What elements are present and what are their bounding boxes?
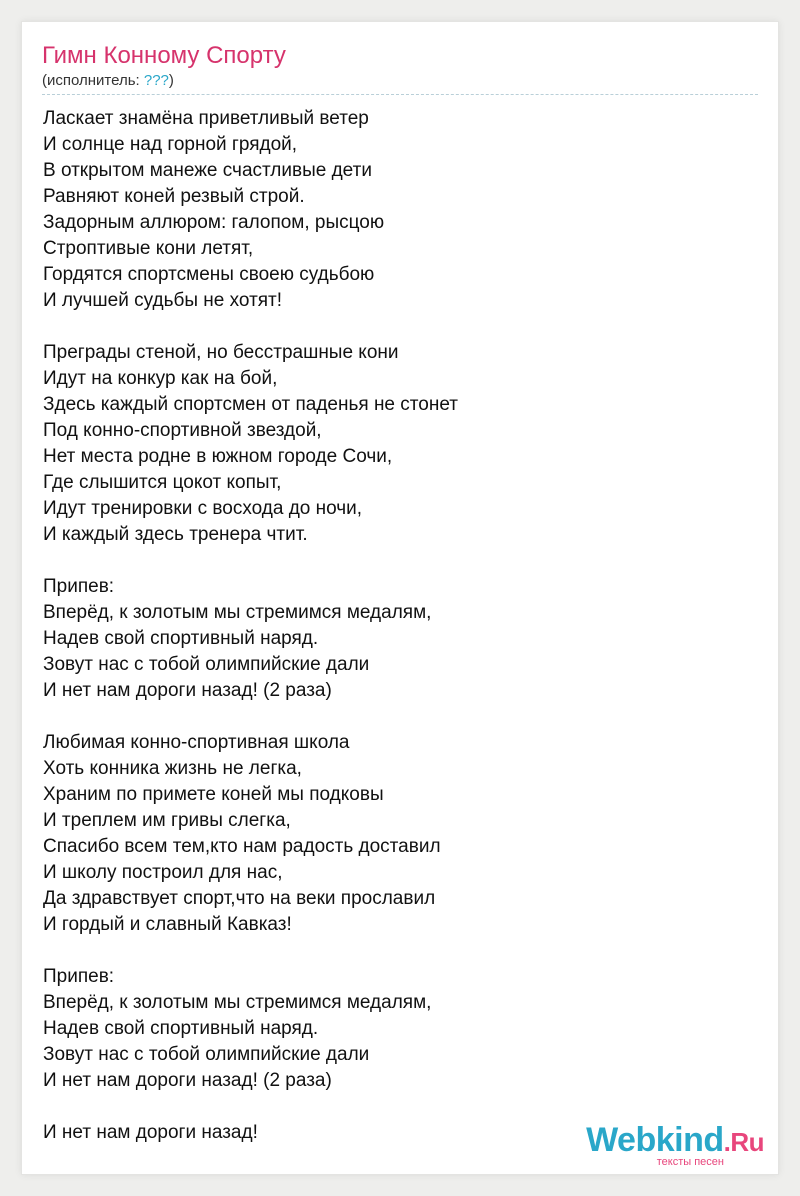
lyrics-text [43, 106, 743, 1146]
lyric-line: Любимая конно-спортивная школа [43, 732, 350, 753]
lyric-line: Нет места родне в южном городе Сочи, [43, 446, 393, 467]
lyric-line: Припев: [43, 966, 115, 987]
lyric-line: И треплем им гривы слегка, [43, 810, 291, 831]
stanza-gap [43, 314, 743, 340]
lyric-line: Вперёд, к золотым мы стремимся медалям, [43, 992, 432, 1013]
lyric-line: Строптивые кони летят, [43, 238, 254, 259]
lyric-line: И нет нам дороги назад! [43, 1122, 258, 1143]
lyrics-card [22, 22, 778, 1174]
stanza-gap [43, 938, 743, 964]
lyric-line: Да здравствует спорт,что на веки прославил [43, 888, 436, 909]
lyric-line: Под конно-спортивной звездой, [43, 420, 322, 441]
lyric-line: Надев свой спортивный наряд. [43, 1018, 319, 1039]
artist-suffix: ) [168, 72, 174, 89]
lyric-line: И нет нам дороги назад! (2 раза) [43, 1070, 332, 1091]
lyric-line: Храним по примете коней мы подковы [43, 784, 384, 805]
lyric-line: Спасибо всем тем,кто нам радость доставил [43, 836, 441, 857]
lyric-line: Надев свой спортивный наряд. [43, 628, 319, 649]
lyric-line: Гордятся спортсмены своею судьбою [43, 264, 375, 285]
logo-brand: Webkind [586, 1121, 724, 1159]
lyric-line: Идут тренировки с восхода до ночи, [43, 498, 363, 519]
lyric-line: И школу построил для нас, [43, 862, 283, 883]
lyric-line: Равняют коней резвый строй. [43, 186, 305, 207]
stanza-gap [43, 1094, 743, 1120]
artist-line [42, 72, 174, 90]
title-divider [42, 94, 758, 95]
lyric-line: Вперёд, к золотым мы стремимся медалям, [43, 602, 432, 623]
lyric-line: Идут на конкур как на бой, [43, 368, 278, 389]
lyric-line: В открытом манеже счастливые дети [43, 160, 372, 181]
lyric-line: Ласкает знамёна приветливый ветер [43, 108, 369, 129]
logo-tagline: тексты песен [656, 1156, 724, 1168]
lyric-line: И солнце над горной грядой, [43, 134, 298, 155]
lyric-line: Припев: [43, 576, 115, 597]
stanza-gap [43, 548, 743, 574]
lyric-line: И каждый здесь тренера чтит. [43, 524, 308, 545]
lyric-line: Зовут нас с тобой олимпийские дали [43, 654, 370, 675]
lyric-line: Хоть конника жизнь не легка, [43, 758, 302, 779]
artist-prefix: (исполнитель: [42, 72, 144, 89]
lyric-line: Где слышится цокот копыт, [43, 472, 282, 493]
lyric-line: Зовут нас с тобой олимпийские дали [43, 1044, 370, 1065]
lyric-line: Задорным аллюром: галопом, рысцою [43, 212, 385, 233]
lyric-line: И гордый и славный Кавказ! [43, 914, 292, 935]
song-title: Гимн Конному Спорту [42, 42, 286, 69]
lyric-line: И лучшей судьбы не хотят! [43, 290, 283, 311]
artist-link[interactable]: ??? [143, 72, 169, 89]
lyric-line: Преграды стеной, но бесстрашные кони [43, 342, 399, 363]
lyric-line: Здесь каждый спортсмен от паденья не стонет [43, 394, 458, 415]
webkind-logo[interactable] [570, 1120, 770, 1168]
stanza-gap [43, 704, 743, 730]
logo-tld: .Ru [723, 1127, 764, 1157]
lyric-line: И нет нам дороги назад! (2 раза) [43, 680, 332, 701]
